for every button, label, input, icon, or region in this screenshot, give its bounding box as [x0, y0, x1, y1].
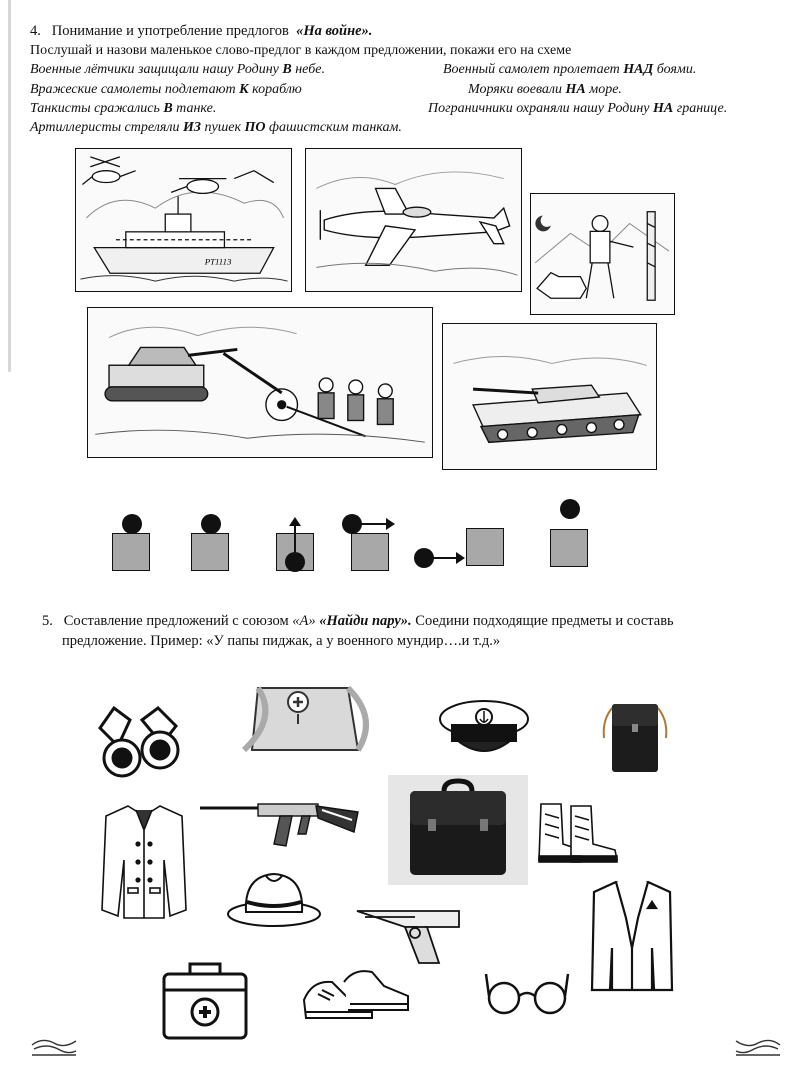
field-bag-icon	[600, 698, 670, 778]
scheme-square	[550, 529, 588, 567]
task4-heading	[30, 22, 372, 40]
binoculars-item[interactable]	[92, 698, 184, 783]
hat-icon	[226, 868, 322, 930]
page-edge-shadow	[8, 0, 11, 372]
glasses-item[interactable]	[484, 968, 570, 1018]
army-boots-icon	[535, 800, 623, 866]
arrow-head-icon	[456, 552, 465, 564]
sentence-7: Артиллеристы стреляли ИЗ пушек ПО фашистским танкам.	[30, 120, 402, 135]
task5-heading: 5. Составление предложений с союзом «А» «Найди пару». Соедини подходящие предметы и составь	[42, 613, 674, 629]
sneakers-item[interactable]	[302, 966, 412, 1026]
picture-fighter-plane	[305, 148, 522, 292]
navy-cap-item[interactable]	[438, 695, 530, 765]
scheme-dot	[201, 514, 221, 534]
medic-bag-icon	[238, 678, 378, 762]
scheme-arrow-right	[428, 557, 456, 559]
scheme-square	[466, 528, 504, 566]
military-jacket-icon	[100, 800, 188, 922]
sentence-2: Военный самолет пролетает НАД боями.	[443, 62, 697, 77]
task4-title-bold: «На войне».	[296, 23, 373, 39]
scheme-dot	[285, 552, 305, 572]
right-ornament-icon	[734, 1035, 782, 1061]
warship-illustration	[76, 149, 291, 291]
pistol-icon	[355, 905, 467, 967]
scheme-dot	[560, 499, 580, 519]
task4-title: Понимание и употребление предлогов	[51, 23, 289, 39]
scheme-arrow-up	[294, 524, 296, 554]
first-aid-kit-item[interactable]	[160, 958, 250, 1042]
field-bag-item[interactable]	[600, 698, 670, 778]
sentence-3: Вражеские самолеты подлетают К кораблю	[30, 82, 302, 97]
medic-bag-item[interactable]	[238, 678, 378, 762]
fighter-plane-illustration	[306, 149, 521, 291]
sneakers-icon	[302, 966, 412, 1026]
briefcase-item[interactable]	[388, 775, 528, 885]
suit-jacket-item[interactable]	[590, 878, 675, 993]
suit-jacket-icon	[590, 878, 675, 993]
picture-border-guard	[530, 193, 675, 315]
artillery-illustration	[88, 308, 432, 457]
briefcase-icon	[388, 775, 528, 885]
rifle-item[interactable]	[198, 798, 360, 850]
scheme-square	[191, 533, 229, 571]
pistol-item[interactable]	[355, 905, 467, 967]
scheme-square	[112, 533, 150, 571]
sentence-4: Моряки воевали НА море.	[468, 82, 622, 97]
sentence-1: Военные лётчики защищали нашу Родину В небе.	[30, 62, 325, 77]
tank-illustration	[443, 324, 656, 469]
task4-number: 4.	[30, 23, 41, 39]
picture-warship-helicopters	[75, 148, 292, 292]
military-jacket-item[interactable]	[100, 800, 188, 922]
picture-artillery	[87, 307, 433, 458]
svg-text:PT1113: PT1113	[204, 256, 232, 267]
arrow-head-icon	[386, 518, 395, 530]
task5-line2: предложение. Пример: «У папы пиджак, а у военного мундир….и т.д.»	[62, 633, 501, 649]
sentence-6: Пограничники охраняли нашу Родину НА границе.	[428, 101, 728, 116]
picture-tank	[442, 323, 657, 470]
hat-item[interactable]	[226, 868, 322, 930]
scheme-dot	[122, 514, 142, 534]
border-guard-illustration	[531, 194, 674, 314]
left-ornament-icon	[30, 1035, 78, 1061]
army-boots-item[interactable]	[535, 800, 623, 866]
binoculars-icon	[92, 698, 184, 783]
arrow-head-icon	[289, 517, 301, 526]
navy-cap-icon	[438, 695, 530, 765]
glasses-icon	[484, 968, 570, 1018]
rifle-icon	[198, 798, 360, 850]
task4-instruction: Послушай и назови маленькое слово-предлог в каждом предложении, покажи его на схеме	[30, 43, 572, 58]
sentence-5: Танкисты сражались В танке.	[30, 101, 217, 116]
scheme-arrow-right	[356, 523, 386, 525]
first-aid-kit-icon	[160, 958, 250, 1042]
scheme-square	[351, 533, 389, 571]
